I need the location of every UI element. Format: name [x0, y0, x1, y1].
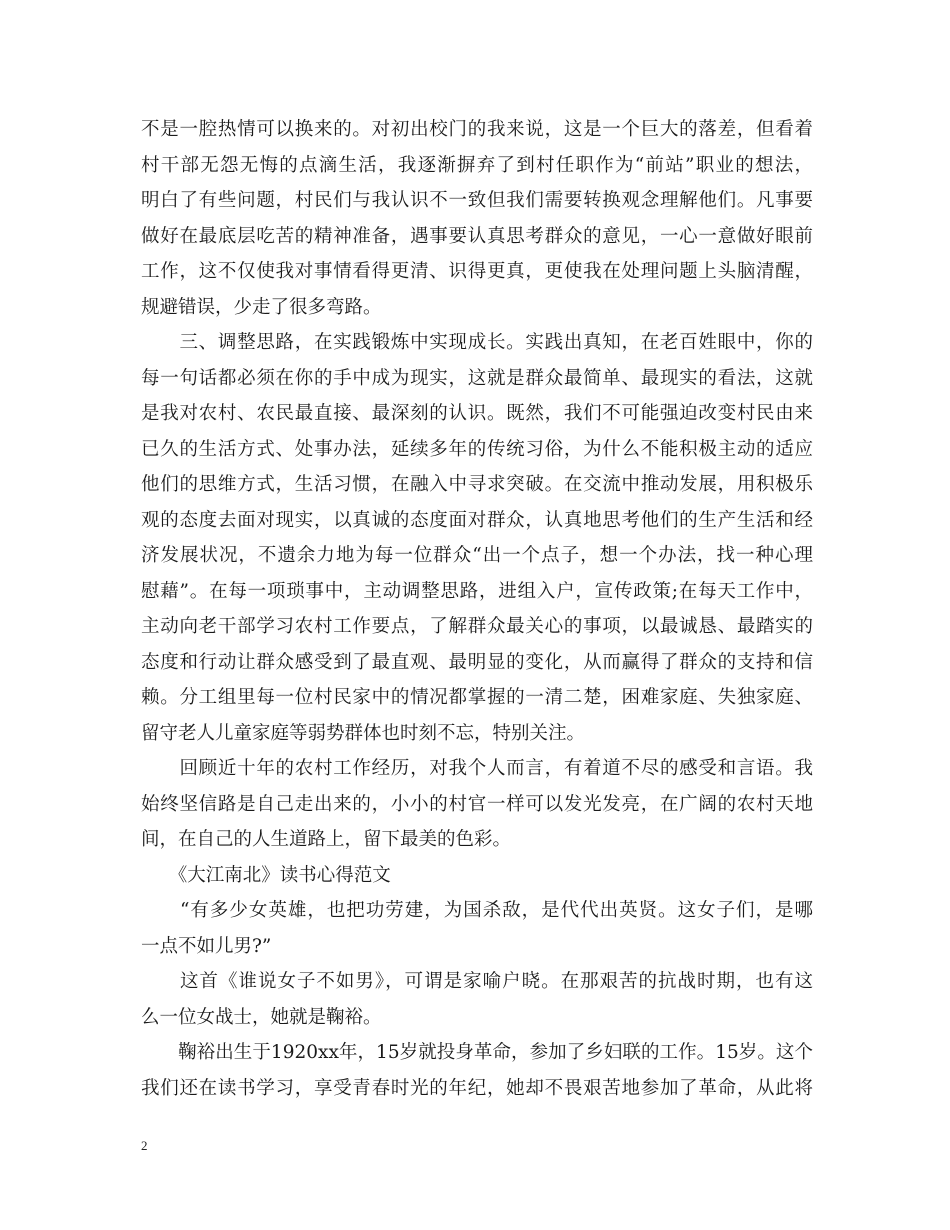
body-text	[141, 112, 813, 1106]
text-line: 工作，这不仅使我对事情看得更清、识得更真，更使我在处理问题上头脑清醒，	[141, 261, 813, 282]
text-line: “有多少女英雄，也把功劳建，为国杀敌，是代代出英贤。这女子们，是哪	[141, 900, 813, 921]
text-line: 不是一腔热情可以换来的。对初出校门的我来说，这是一个巨大的落差，但看着	[141, 119, 813, 140]
text-line: 三、调整思路，在实践锻炼中实现成长。实践出真知，在老百姓眼中，你的	[141, 332, 813, 353]
text-line: 鞠裕出生于1920xx年，15岁就投身革命，参加了乡妇联的工作。15岁。这个	[141, 1042, 813, 1063]
text-line: 间，在自己的人生道路上，留下最美的色彩。	[141, 829, 512, 850]
text-line: 观的态度去面对现实，以真诚的态度面对群众，认真地思考他们的生产生活和经	[141, 509, 813, 531]
text-line: 这首《谁说女子不如男》，可谓是家喻户晓。在那艰苦的抗战时期，也有这	[141, 971, 813, 992]
text-line: 回顾近十年的农村工作经历，对我个人而言，有着道不尽的感受和言语。我	[141, 758, 813, 779]
text-line: 每一句话都必须在你的手中成为现实，这就是群众最简单、最现实的看法，这就	[141, 367, 813, 389]
text-line: 留守老人儿童家庭等弱势群体也时刻不忘，特别关注。	[141, 722, 586, 744]
text-line: 明白了有些问题，村民们与我认识不一致但我们需要转换观念理解他们。凡事要	[141, 190, 813, 211]
text-line: 已久的生活方式、处事办法，延续多年的传统习俗，为什么不能积极主动的适应	[141, 438, 813, 460]
text-line: 规避错误，少走了很多弯路。	[141, 296, 382, 318]
text-line: 他们的思维方式，生活习惯，在融入中寻求突破。在交流中推动发展，用积极乐	[141, 474, 813, 495]
text-line: 村干部无怨无悔的点滴生活，我逐渐摒弃了到村任职作为“前站”职业的想法，	[141, 154, 813, 176]
text-line: 济发展状况，不遗余力地为每一位群众“出一个点子，想一个办法，找一种心理	[141, 545, 813, 566]
text-line: 态度和行动让群众感受到了最直观、最明显的变化，从而赢得了群众的支持和信	[141, 651, 813, 673]
text-line: 我们还在读书学习，享受青春时光的年纪，她却不畏艰苦地参加了革命，从此将	[141, 1077, 813, 1099]
text-line: 做好在最底层吃苦的精神准备，遇事要认真思考群众的意见，一心一意做好眼前	[141, 225, 813, 247]
text-line: 一点不如儿男?”	[141, 935, 272, 957]
text-line: 么一位女战士，她就是鞠裕。	[141, 1006, 382, 1028]
text-line: 主动向老干部学习农村工作要点，了解群众最关心的事项，以最诚恳、最踏实的	[141, 616, 813, 637]
text-line: 赖。分工组里每一位村民家中的情况都掌握的一清二楚，困难家庭、失独家庭、	[141, 687, 813, 708]
page-number: 2	[141, 1138, 148, 1153]
text-line: 慰藉”。在每一项琐事中，主动调整思路，进组入户，宣传政策;在每天工作中，	[141, 580, 813, 602]
text-line: 始终坚信路是自己走出来的，小小的村官一样可以发光发亮，在广阔的农村天地	[141, 793, 813, 815]
text-line: 是我对农村、农民最直接、最深刻的认识。既然，我们不可能强迫改变村民由来	[141, 403, 813, 424]
text-line: 《大江南北》读书心得范文	[141, 864, 391, 886]
